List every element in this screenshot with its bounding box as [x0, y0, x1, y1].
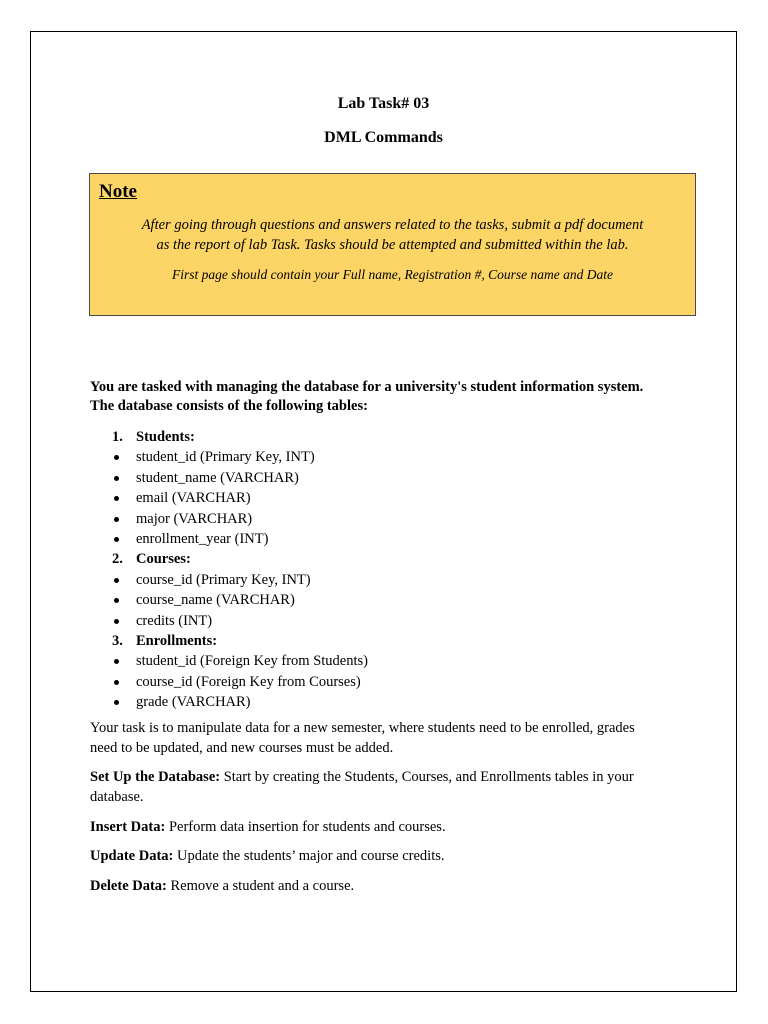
setup-label: Set Up the Database: [90, 769, 221, 785]
list-number: 3. [112, 632, 123, 649]
list-item [90, 590, 690, 610]
list-item [90, 570, 690, 590]
field-text: course_id (Primary Key, INT) [136, 571, 311, 588]
list-item [90, 447, 690, 467]
setup-text: Start by creating the Students, Courses, and Enrollments tables in your [220, 769, 634, 785]
note-line-3: First page should contain your Full name, Registration #, Course name and Date [172, 267, 613, 282]
task-line-1: Your task is to manipulate data for a new semester, where students need to be enrolled, grades [90, 720, 635, 736]
list-item-enrollments [90, 631, 690, 651]
note-heading: Note [99, 181, 137, 202]
list-item-students [90, 427, 690, 447]
setup-text-line-2: database. [90, 789, 144, 805]
list-item [90, 611, 690, 631]
insert-paragraph [90, 817, 700, 837]
intro-paragraph [90, 378, 690, 416]
page-subtitle: DML Commands [324, 129, 443, 146]
field-text: enrollment_year (INT) [136, 530, 269, 547]
list-item [90, 692, 690, 712]
note-box [89, 173, 696, 316]
list-number: 2. [112, 551, 123, 568]
field-text: student_name (VARCHAR) [136, 469, 299, 486]
list-number: 1. [112, 429, 123, 445]
bullet-icon [114, 680, 119, 685]
note-line-2: as the report of lab Task. Tasks should be attempted and submitted within the lab. [156, 237, 629, 253]
bullet-icon [114, 517, 119, 522]
field-text: grade (VARCHAR) [136, 694, 251, 711]
delete-paragraph [90, 876, 700, 896]
bullet-icon [114, 598, 119, 603]
update-text: Update the students’ major and course credits. [173, 848, 445, 864]
note-instructions [90, 215, 695, 255]
list-item [90, 529, 690, 549]
update-paragraph [90, 846, 700, 866]
field-text: course_name (VARCHAR) [136, 592, 295, 609]
document-page [30, 31, 737, 992]
list-item [90, 468, 690, 488]
table-list [90, 427, 690, 712]
field-text: credits (INT) [136, 612, 213, 629]
insert-text: Perform data insertion for students and courses. [165, 819, 446, 835]
field-text: email (VARCHAR) [136, 490, 251, 507]
field-text: major (VARCHAR) [136, 510, 253, 527]
list-item [90, 488, 690, 508]
table-name: Enrollments: [136, 632, 218, 649]
delete-text: Remove a student and a course. [166, 878, 355, 894]
bullet-icon [114, 578, 119, 583]
task-paragraph [90, 718, 700, 758]
bullet-icon [114, 537, 119, 542]
table-name: Students: [136, 429, 195, 445]
bullet-icon [114, 496, 119, 501]
bullet-icon [114, 455, 119, 460]
delete-label: Delete Data: [90, 878, 167, 894]
insert-label: Insert Data: [90, 819, 166, 835]
intro-line-2: The database consists of the following tables: [90, 398, 368, 414]
page-title: Lab Task# 03 [337, 95, 430, 112]
list-item [90, 651, 690, 671]
update-label: Update Data: [90, 848, 174, 864]
field-text: student_id (Foreign Key from Students) [136, 653, 368, 670]
bullet-icon [114, 619, 119, 624]
list-item [90, 672, 690, 692]
setup-paragraph [90, 767, 700, 807]
bullet-icon [114, 476, 119, 481]
bullet-icon [114, 659, 119, 664]
list-item [90, 509, 690, 529]
intro-line-1: You are tasked with managing the database for a university's student information system. [90, 379, 644, 395]
list-item-courses [90, 549, 690, 569]
task-line-2: need to be updated, and new courses must be added. [90, 740, 394, 756]
field-text: course_id (Foreign Key from Courses) [136, 673, 361, 690]
bullet-icon [114, 700, 119, 705]
table-name: Courses: [136, 551, 191, 568]
note-line-1: After going through questions and answers related to the tasks, submit a pdf document [141, 217, 644, 233]
field-text: student_id (Primary Key, INT) [136, 449, 315, 466]
